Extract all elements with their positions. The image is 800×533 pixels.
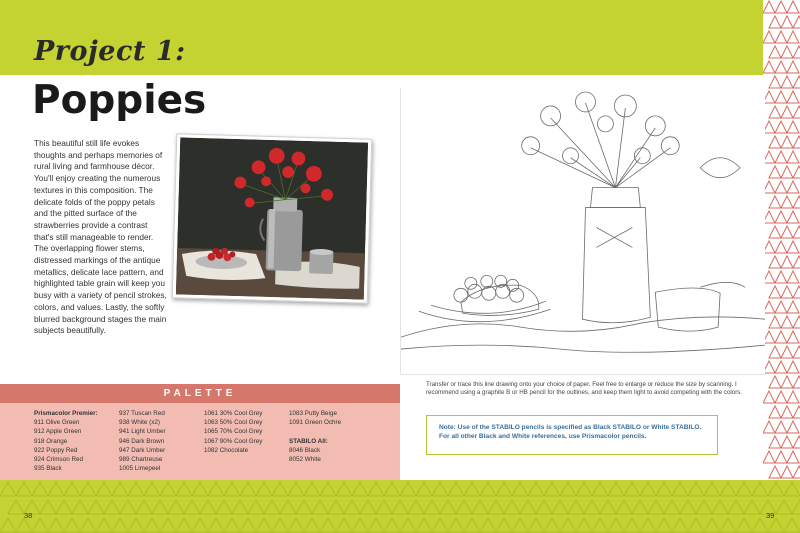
triangle-decoration — [781, 376, 793, 388]
triangle-decoration — [544, 482, 560, 496]
triangle-decoration — [592, 518, 608, 532]
palette-item: 8052 White — [289, 456, 321, 464]
triangle-decoration — [328, 500, 344, 514]
triangle-decoration — [784, 482, 800, 496]
triangle-decoration — [48, 518, 64, 532]
triangle-decoration — [112, 518, 128, 532]
palette-column-4 — [289, 409, 341, 464]
triangle-decoration — [775, 1, 787, 13]
palette-item — [289, 427, 341, 436]
triangle-decoration — [440, 500, 456, 514]
triangle-decoration — [496, 482, 512, 496]
triangle-decoration — [416, 482, 432, 496]
triangle-decoration — [272, 518, 288, 532]
triangle-decoration — [480, 482, 496, 496]
triangle-decoration — [787, 241, 799, 253]
bottom-pattern-band — [0, 480, 800, 533]
triangle-decoration — [392, 500, 408, 514]
triangle-decoration — [769, 106, 781, 118]
triangle-decoration — [472, 500, 488, 514]
palette-item: 1063 50% Cool Grey — [204, 419, 263, 427]
triangle-decoration — [787, 391, 799, 403]
triangle-decoration — [136, 500, 152, 514]
triangle-decoration — [793, 106, 800, 118]
palette-panel — [0, 384, 400, 480]
palette-title: PALETTE — [0, 384, 400, 403]
triangle-decoration — [784, 518, 800, 532]
triangle-decoration — [304, 518, 320, 532]
triangle-decoration — [752, 518, 768, 532]
triangle-decoration — [72, 500, 88, 514]
triangle-decoration — [787, 211, 799, 223]
triangle-decoration — [769, 346, 781, 358]
triangle-decoration — [616, 500, 632, 514]
triangle-decoration — [400, 518, 416, 532]
triangle-decoration — [320, 482, 336, 496]
triangle-decoration — [656, 518, 672, 532]
triangle-decoration — [600, 500, 616, 514]
triangle-decoration — [8, 500, 24, 514]
triangle-decoration — [656, 482, 672, 496]
triangle-decoration — [787, 421, 799, 433]
triangle-decoration — [424, 500, 440, 514]
palette-item: 938 White (x2) — [119, 419, 160, 427]
triangle-decoration — [104, 500, 120, 514]
triangle-decoration — [288, 482, 304, 496]
triangle-decoration — [232, 500, 248, 514]
triangle-decoration — [160, 482, 176, 496]
triangle-decoration — [769, 256, 781, 268]
triangle-decoration — [769, 16, 781, 28]
triangle-decoration — [792, 500, 800, 514]
triangle-decoration — [248, 500, 264, 514]
triangle-decoration — [744, 500, 760, 514]
triangle-decoration — [360, 500, 376, 514]
triangle-decoration — [296, 500, 312, 514]
triangle-decoration — [787, 151, 799, 163]
triangle-decoration — [769, 136, 781, 148]
triangle-decoration — [696, 500, 712, 514]
triangle-decoration — [763, 451, 775, 463]
triangle-decoration — [544, 518, 560, 532]
triangle-decoration — [576, 482, 592, 496]
triangle-decoration — [504, 500, 520, 514]
triangle-decoration — [781, 76, 793, 88]
triangle-decoration — [793, 46, 800, 58]
triangle-decoration — [224, 518, 240, 532]
triangle-decoration — [16, 518, 32, 532]
palette-item: 924 Crimson Red — [34, 456, 83, 464]
triangle-decoration — [208, 518, 224, 532]
triangle-decoration — [775, 451, 787, 463]
palette-column-3 — [204, 409, 262, 455]
triangle-decoration — [787, 181, 799, 193]
triangle-decoration — [787, 31, 799, 43]
triangle-decoration — [763, 1, 775, 13]
triangle-decoration — [769, 316, 781, 328]
triangle-decoration — [368, 482, 384, 496]
triangle-decoration — [520, 500, 536, 514]
triangle-decoration — [787, 301, 799, 313]
palette-item: 989 Chartreuse — [119, 456, 163, 464]
triangle-decoration — [0, 518, 16, 532]
triangle-decoration — [648, 500, 664, 514]
triangle-decoration — [781, 286, 793, 298]
triangle-decoration — [712, 500, 728, 514]
triangle-decoration — [528, 482, 544, 496]
triangle-decoration — [775, 301, 787, 313]
triangle-decoration — [787, 61, 799, 73]
triangle-decoration — [769, 406, 781, 418]
triangle-decoration — [0, 482, 16, 496]
triangle-decoration — [775, 361, 787, 373]
triangle-decoration — [240, 482, 256, 496]
triangle-decoration — [240, 518, 256, 532]
triangle-decoration — [256, 482, 272, 496]
triangle-decoration — [368, 518, 384, 532]
palette-item: 1083 Putty Beige — [289, 410, 337, 417]
triangle-decoration — [781, 406, 793, 418]
triangle-decoration — [704, 518, 720, 532]
triangle-decoration — [787, 121, 799, 133]
triangle-decoration — [448, 482, 464, 496]
triangle-decoration — [16, 482, 32, 496]
triangle-decoration — [264, 500, 280, 514]
triangle-decoration — [560, 482, 576, 496]
triangle-decoration — [448, 518, 464, 532]
triangle-decoration — [568, 500, 584, 514]
triangle-decoration — [184, 500, 200, 514]
stabilo-note — [426, 415, 718, 455]
triangle-decoration — [272, 482, 288, 496]
triangle-decoration — [793, 466, 800, 478]
triangle-decoration — [608, 482, 624, 496]
triangle-decoration — [736, 482, 752, 496]
triangle-decoration — [192, 482, 208, 496]
triangle-decoration — [552, 500, 568, 514]
palette-item: 1082 Chocolate — [204, 446, 249, 454]
triangle-decoration — [793, 316, 800, 328]
triangle-decoration — [256, 518, 272, 532]
intro-paragraph: This beautiful still life evokes thoughts and perhaps memories of rural living and farmhouse décor. You'll enjoy creating the numerous textures in this composition. The delicate folds of the poppy petals and the pitted surface of the strawberries provide a contrast that's still manageable to render. The overlapping flower stems, distressed markings of the antique metallics, delicate lace pattern, and highlighted table grain will keep you busy with a variety of pencil strokes, colors, and values. Lastly, the softly blurred background stages the main subjects beautifully. — [34, 138, 167, 336]
triangle-decoration — [775, 211, 787, 223]
triangle-decoration — [787, 331, 799, 343]
triangle-decoration — [763, 31, 775, 43]
triangle-decoration — [793, 136, 800, 148]
triangle-decoration — [793, 346, 800, 358]
triangle-decoration — [592, 482, 608, 496]
side-triangle-strip — [763, 0, 800, 480]
palette-item: 937 Tuscan Red — [119, 410, 165, 417]
triangle-decoration — [664, 500, 680, 514]
palette-item: 935 Black — [34, 465, 62, 473]
triangle-decoration — [769, 166, 781, 178]
triangle-decoration — [96, 518, 112, 532]
triangle-decoration — [384, 482, 400, 496]
line-drawing — [400, 88, 765, 375]
triangle-decoration — [32, 518, 48, 532]
triangle-decoration — [793, 166, 800, 178]
triangle-decoration — [781, 436, 793, 448]
triangle-decoration — [96, 482, 112, 496]
triangle-decoration — [56, 500, 72, 514]
triangle-decoration — [624, 518, 640, 532]
triangle-decoration — [512, 482, 528, 496]
triangle-decoration — [793, 256, 800, 268]
triangle-decoration — [128, 518, 144, 532]
triangle-decoration — [208, 482, 224, 496]
note-text: Note: Use of the STABILO pencils is specified as Black STABILO or White STABILO. For all other Black and White references, use Prismacolor pencils. — [439, 424, 702, 441]
triangle-decoration — [632, 500, 648, 514]
triangle-decoration — [781, 166, 793, 178]
triangle-decoration — [640, 482, 656, 496]
palette-item: 911 Olive Green — [34, 419, 80, 427]
triangle-decoration — [775, 31, 787, 43]
triangle-decoration — [80, 482, 96, 496]
triangle-decoration — [32, 482, 48, 496]
palette-item: 941 Light Umber — [119, 428, 166, 436]
triangle-decoration — [775, 61, 787, 73]
triangle-decoration — [144, 482, 160, 496]
triangle-decoration — [775, 391, 787, 403]
triangle-decoration — [781, 316, 793, 328]
triangle-decoration — [787, 361, 799, 373]
triangle-decoration — [280, 500, 296, 514]
triangle-decoration — [672, 482, 688, 496]
palette-item: 1061 30% Cool Grey — [204, 410, 263, 417]
palette-item: 946 Dark Brown — [119, 437, 165, 445]
triangle-decoration — [775, 91, 787, 103]
triangle-decoration — [496, 518, 512, 532]
palette-item: Prismacolor Premier: — [34, 410, 98, 417]
triangle-decoration — [80, 518, 96, 532]
triangle-decoration — [112, 482, 128, 496]
triangle-decoration — [64, 482, 80, 496]
triangle-decoration — [793, 376, 800, 388]
triangle-decoration — [304, 482, 320, 496]
triangle-decoration — [200, 500, 216, 514]
triangle-decoration — [128, 482, 144, 496]
triangle-decoration — [775, 331, 787, 343]
palette-item: 912 Apple Green — [34, 428, 82, 436]
triangle-decoration — [775, 271, 787, 283]
triangle-decoration — [776, 500, 792, 514]
triangle-decoration — [376, 500, 392, 514]
page-title: Poppies — [32, 78, 207, 123]
triangle-decoration — [464, 482, 480, 496]
triangle-decoration — [775, 181, 787, 193]
palette-item: STABILO All: — [289, 437, 328, 445]
triangle-decoration — [769, 196, 781, 208]
triangle-decoration — [775, 241, 787, 253]
triangle-decoration — [769, 286, 781, 298]
triangle-decoration — [88, 500, 104, 514]
triangle-decoration — [64, 518, 80, 532]
triangle-decoration — [781, 226, 793, 238]
triangle-decoration — [781, 466, 793, 478]
triangle-decoration — [793, 196, 800, 208]
triangle-decoration — [320, 518, 336, 532]
triangle-decoration — [720, 482, 736, 496]
triangle-decoration — [624, 482, 640, 496]
triangle-decoration — [224, 482, 240, 496]
triangle-decoration — [781, 346, 793, 358]
triangle-decoration — [288, 518, 304, 532]
triangle-decoration — [576, 518, 592, 532]
triangle-decoration — [432, 518, 448, 532]
triangle-decoration — [781, 196, 793, 208]
triangle-decoration — [781, 106, 793, 118]
triangle-decoration — [40, 500, 56, 514]
triangle-decoration — [176, 518, 192, 532]
triangle-decoration — [608, 518, 624, 532]
triangle-decoration — [787, 451, 799, 463]
palette-column-2 — [119, 409, 166, 473]
triangle-decoration — [793, 286, 800, 298]
triangle-decoration — [775, 421, 787, 433]
palette-item: 1065 70% Cool Grey — [204, 428, 263, 436]
triangle-decoration — [775, 151, 787, 163]
triangle-decoration — [560, 518, 576, 532]
triangle-decoration — [160, 518, 176, 532]
triangle-decoration — [352, 482, 368, 496]
triangle-decoration — [176, 482, 192, 496]
triangle-decoration — [781, 46, 793, 58]
triangle-decoration — [781, 256, 793, 268]
triangle-decoration — [793, 76, 800, 88]
triangle-decoration — [48, 482, 64, 496]
triangle-decoration — [763, 61, 775, 73]
triangle-decoration — [168, 500, 184, 514]
triangle-decoration — [769, 466, 781, 478]
palette-item: 918 Orange — [34, 437, 68, 445]
triangle-decoration — [775, 121, 787, 133]
page-number-right: 39 — [766, 511, 775, 520]
triangle-decoration — [336, 482, 352, 496]
triangle-decoration — [336, 518, 352, 532]
triangle-decoration — [688, 518, 704, 532]
triangle-decoration — [763, 421, 775, 433]
triangle-decoration — [769, 376, 781, 388]
triangle-decoration — [408, 500, 424, 514]
triangle-decoration — [781, 16, 793, 28]
triangle-decoration — [787, 1, 799, 13]
triangle-decoration — [152, 500, 168, 514]
palette-item: 922 Poppy Red — [34, 446, 78, 454]
triangle-decoration — [781, 136, 793, 148]
triangle-decoration — [768, 482, 784, 496]
triangle-decoration — [488, 500, 504, 514]
triangle-decoration — [787, 91, 799, 103]
triangle-decoration — [763, 391, 775, 403]
finished-artwork-photo — [172, 133, 373, 303]
triangle-decoration — [793, 406, 800, 418]
triangle-decoration — [344, 500, 360, 514]
triangle-decoration — [512, 518, 528, 532]
triangle-decoration — [384, 518, 400, 532]
triangle-decoration — [736, 518, 752, 532]
triangle-decoration — [769, 46, 781, 58]
triangle-decoration — [536, 500, 552, 514]
triangle-decoration — [793, 16, 800, 28]
triangle-decoration — [680, 500, 696, 514]
triangle-decoration — [769, 76, 781, 88]
triangle-decoration — [432, 482, 448, 496]
triangle-decoration — [640, 518, 656, 532]
triangle-decoration — [787, 271, 799, 283]
palette-item: 1091 Green Ochre — [289, 419, 342, 427]
palette-column-1 — [34, 409, 98, 473]
triangle-decoration — [584, 500, 600, 514]
triangle-decoration — [464, 518, 480, 532]
triangle-decoration — [704, 482, 720, 496]
triangle-decoration — [312, 500, 328, 514]
triangle-decoration — [793, 226, 800, 238]
palette-item: 1067 90% Cool Grey — [204, 437, 263, 445]
triangle-decoration — [752, 482, 768, 496]
palette-item: 947 Dark Umber — [119, 446, 166, 454]
triangle-decoration — [400, 482, 416, 496]
triangle-decoration — [120, 500, 136, 514]
triangle-decoration — [480, 518, 496, 532]
triangle-decoration — [720, 518, 736, 532]
drawing-caption: Transfer or trace this line drawing onto your choice of paper. Feel free to enlarge or reduce the size by scanning. I recommend using a graphite B or HB pencil for the outlines, and keep them light to avoid competing with the colors. — [426, 381, 743, 397]
palette-item: 1005 Limepeel — [119, 465, 161, 473]
triangle-decoration — [768, 518, 784, 532]
triangle-decoration — [793, 436, 800, 448]
triangle-decoration — [416, 518, 432, 532]
triangle-decoration — [192, 518, 208, 532]
page-number-left: 38 — [24, 511, 33, 520]
triangle-decoration — [456, 500, 472, 514]
palette-item: 8046 Black — [289, 446, 321, 454]
triangle-decoration — [688, 482, 704, 496]
triangle-decoration — [728, 500, 744, 514]
triangle-decoration — [769, 436, 781, 448]
triangle-decoration — [769, 226, 781, 238]
project-label: Project 1: — [34, 36, 186, 67]
triangle-decoration — [672, 518, 688, 532]
triangle-decoration — [528, 518, 544, 532]
triangle-decoration — [144, 518, 160, 532]
triangle-decoration — [352, 518, 368, 532]
triangle-decoration — [216, 500, 232, 514]
